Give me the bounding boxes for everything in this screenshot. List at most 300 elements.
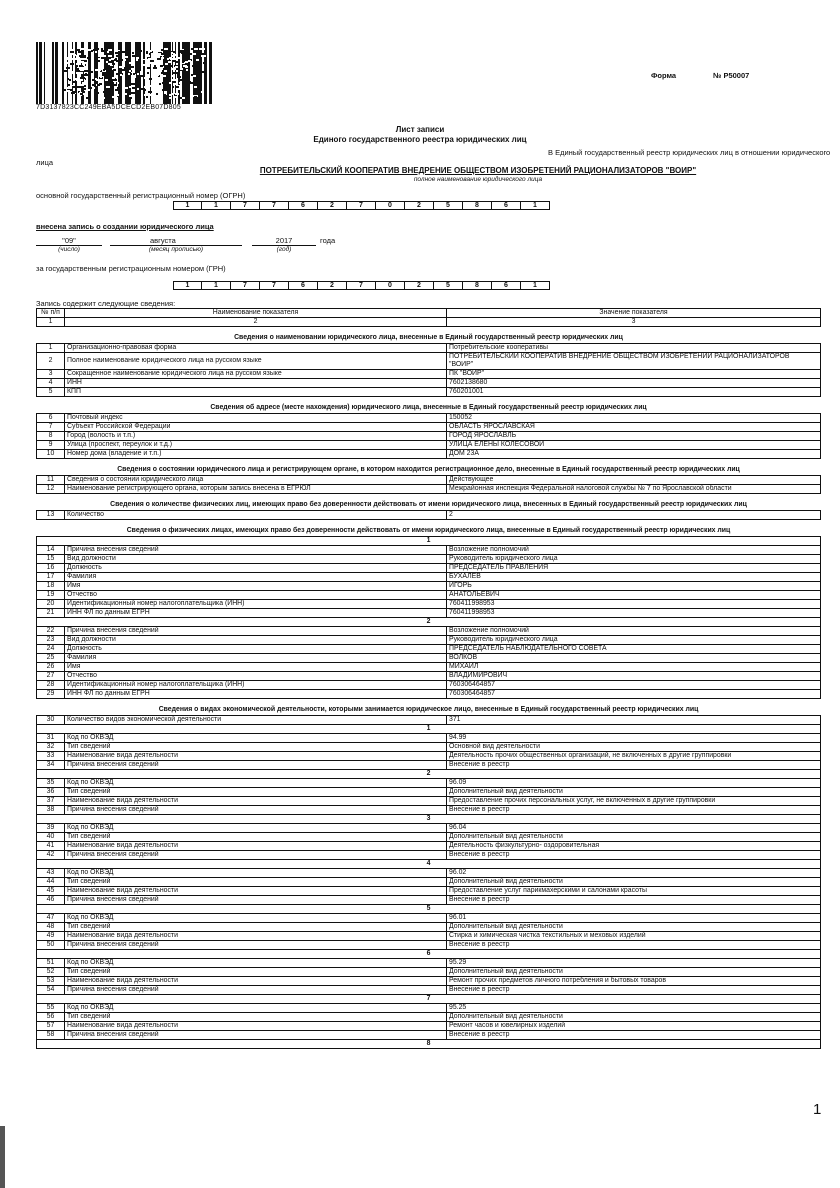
barcode-text: 7D3137823CC249EBA5DCECD2EB07D805 bbox=[36, 104, 181, 111]
table-row bbox=[37, 959, 821, 968]
table-row bbox=[37, 388, 821, 397]
indicator-value: Внесение в реестр bbox=[447, 941, 821, 950]
section-heading: Сведения о физических лицах, имеющих право без доверенности действовать от имени юридического лица, внесенные в Единый государственный реестр юридических лиц bbox=[37, 520, 821, 537]
row-number: 17 bbox=[37, 573, 65, 582]
indicator-value: ПРЕДСЕДАТЕЛЬ НАБЛЮДАТЕЛЬНОГО СОВЕТА bbox=[447, 645, 821, 654]
indicator-name: Наименование регистрирующего органа, которым запись внесена в ЕГРЮЛ bbox=[65, 485, 447, 494]
row-number: 9 bbox=[37, 441, 65, 450]
indicator-value: 760306464857 bbox=[447, 681, 821, 690]
indicator-name: Код по ОКВЭД bbox=[65, 869, 447, 878]
table-row bbox=[37, 432, 821, 441]
table-row bbox=[37, 842, 821, 851]
table-row bbox=[37, 851, 821, 860]
indicator-value: ПОТРЕБИТЕЛЬСКИЙ КООПЕРАТИВ ВНЕДРЕНИЕ ОБЩЕСТВОМ ИЗОБРЕТЕНИЙ РАЦИОНАЛИЗАТОРОВ bbox=[449, 353, 790, 360]
indicator-name: Код по ОКВЭД bbox=[65, 734, 447, 743]
table-row bbox=[37, 627, 821, 636]
indicator-value: Внесение в реестр bbox=[447, 806, 821, 815]
intro-text: В Единый государственный реестр юридических лиц в отношении юридического bbox=[548, 148, 831, 157]
indicator-name: Отчество bbox=[65, 591, 447, 600]
row-number: 40 bbox=[37, 833, 65, 842]
grn-label: за государственным регистрационным номером (ГРН) bbox=[36, 264, 226, 273]
sheet-title-line2: Единого государственного реестра юридических лиц bbox=[313, 135, 527, 144]
indicator-value: Дополнительный вид деятельности bbox=[447, 1013, 821, 1022]
section-heading-row bbox=[37, 327, 821, 344]
grn-digit: 2 bbox=[318, 281, 347, 290]
row-number: 4 bbox=[37, 379, 65, 388]
table-row bbox=[37, 779, 821, 788]
table-row bbox=[37, 344, 821, 353]
indicator-name: Идентификационный номер налогоплательщика (ИНН) bbox=[65, 681, 447, 690]
header-col-1: 1 bbox=[37, 318, 65, 327]
table-row bbox=[37, 645, 821, 654]
indicator-value: Дополнительный вид деятельности bbox=[447, 788, 821, 797]
row-number: 46 bbox=[37, 896, 65, 905]
table-row bbox=[37, 752, 821, 761]
grn-digit: 7 bbox=[260, 281, 289, 290]
table-row bbox=[37, 663, 821, 672]
indicator-name: Причина внесения сведений bbox=[65, 941, 447, 950]
indicator-value: 96.09 bbox=[447, 779, 821, 788]
table-row bbox=[37, 485, 821, 494]
created-label: внесена запись о создании юридического лица bbox=[36, 222, 214, 231]
indicator-name: Почтовый индекс bbox=[65, 414, 447, 423]
table-header-numbers-row bbox=[37, 318, 821, 327]
page-number: 1 bbox=[813, 1101, 822, 1118]
row-number: 43 bbox=[37, 869, 65, 878]
register-table-body bbox=[37, 309, 821, 1049]
indicator-value: Внесение в реестр bbox=[447, 986, 821, 995]
subgroup-row bbox=[37, 815, 821, 824]
row-number: 45 bbox=[37, 887, 65, 896]
table-row bbox=[37, 441, 821, 450]
indicator-value: ПК "ВОИР" bbox=[447, 370, 821, 379]
row-number: 41 bbox=[37, 842, 65, 851]
table-row bbox=[37, 788, 821, 797]
ogrn-digit: 8 bbox=[463, 201, 492, 210]
row-number: 38 bbox=[37, 806, 65, 815]
row-number: 16 bbox=[37, 564, 65, 573]
ogrn-digit: 6 bbox=[492, 201, 521, 210]
section-heading: Сведения о состоянии юридического лица и регистрирующем органе, в котором находится регистрационное дело, внесенные в Единый государственный реестр юридических лиц bbox=[37, 459, 821, 476]
row-number: 54 bbox=[37, 986, 65, 995]
grn-boxes bbox=[173, 281, 550, 290]
indicator-name: Тип сведений bbox=[65, 788, 447, 797]
section-heading: Сведения об адресе (месте нахождения) юридического лица, внесенные в Единый государственный реестр юридических лиц bbox=[37, 397, 821, 414]
row-number: 12 bbox=[37, 485, 65, 494]
table-row bbox=[37, 690, 821, 699]
table-row bbox=[37, 450, 821, 459]
indicator-value: Деятельность физкультурно- оздоровительная bbox=[447, 842, 821, 851]
table-row bbox=[37, 582, 821, 591]
table-row bbox=[37, 379, 821, 388]
indicator-value: ПРЕДСЕДАТЕЛЬ ПРАВЛЕНИЯ bbox=[447, 564, 821, 573]
ogrn-digit: 7 bbox=[231, 201, 260, 210]
intro-text-continued: лица bbox=[36, 158, 54, 167]
section-heading-row bbox=[37, 494, 821, 511]
row-number: 53 bbox=[37, 977, 65, 986]
indicator-name: Номер дома (владение и т.п.) bbox=[65, 450, 447, 459]
indicator-name: Тип сведений bbox=[65, 878, 447, 887]
table-row bbox=[37, 923, 821, 932]
form-label: Форма bbox=[651, 71, 677, 80]
row-number: 8 bbox=[37, 432, 65, 441]
section-heading-row bbox=[37, 520, 821, 537]
subgroup-number: 1 bbox=[37, 537, 821, 546]
table-row bbox=[37, 546, 821, 555]
indicator-name: Сведения о состоянии юридического лица bbox=[65, 476, 447, 485]
table-row bbox=[37, 878, 821, 887]
indicator-value: Деятельность прочих общественных организаций, не включенных в другие группировки bbox=[447, 752, 821, 761]
table-row bbox=[37, 353, 821, 370]
indicator-name: Наименование вида деятельности bbox=[65, 977, 447, 986]
section-heading: Сведения о видах экономической деятельности, которыми занимается юридическое лицо, внесенные в Единый государственный реестр юридических лиц bbox=[37, 699, 821, 716]
indicator-name: Наименование вида деятельности bbox=[65, 887, 447, 896]
indicator-value: АНАТОЛЬЕВИЧ bbox=[447, 591, 821, 600]
indicator-name: Фамилия bbox=[65, 573, 447, 582]
table-row bbox=[37, 869, 821, 878]
org-name-caption: полное наименование юридического лица bbox=[413, 176, 543, 183]
subgroup-number: 8 bbox=[37, 1040, 821, 1049]
table-row bbox=[37, 1031, 821, 1040]
table-row bbox=[37, 636, 821, 645]
indicator-name: Отчество bbox=[65, 672, 447, 681]
row-number: 24 bbox=[37, 645, 65, 654]
indicator-value: 95.29 bbox=[447, 959, 821, 968]
indicator-value: ВЛАДИМИРОВИЧ bbox=[447, 672, 821, 681]
subgroup-number: 2 bbox=[37, 770, 821, 779]
row-number: 2 bbox=[37, 353, 65, 370]
indicator-name: Тип сведений bbox=[65, 923, 447, 932]
table-row bbox=[37, 743, 821, 752]
table-row bbox=[37, 941, 821, 950]
table-row bbox=[37, 609, 821, 618]
indicator-value: Стирка и химическая чистка текстильных и меховых изделий bbox=[447, 932, 821, 941]
row-number: 47 bbox=[37, 914, 65, 923]
indicator-name: Наименование вида деятельности bbox=[65, 797, 447, 806]
grn-digit: 1 bbox=[173, 281, 202, 290]
subgroup-row bbox=[37, 905, 821, 914]
table-row bbox=[37, 591, 821, 600]
row-number: 14 bbox=[37, 546, 65, 555]
date-year: 2017 bbox=[252, 236, 316, 246]
date-day: "09" bbox=[36, 236, 102, 246]
form-number: № Р50007 bbox=[713, 71, 750, 80]
indicator-value: Внесение в реестр bbox=[447, 851, 821, 860]
header-col-3: 3 bbox=[447, 318, 821, 327]
row-number: 42 bbox=[37, 851, 65, 860]
ogrn-digit: 7 bbox=[260, 201, 289, 210]
row-number: 58 bbox=[37, 1031, 65, 1040]
section-heading-row bbox=[37, 397, 821, 414]
indicator-name: Наименование вида деятельности bbox=[65, 932, 447, 941]
ogrn-digit: 6 bbox=[289, 201, 318, 210]
indicator-value: Действующее bbox=[447, 476, 821, 485]
row-number: 10 bbox=[37, 450, 65, 459]
org-full-name: ПОТРЕБИТЕЛЬСКИЙ КООПЕРАТИВ ВНЕДРЕНИЕ ОБЩЕСТВОМ ИЗОБРЕТЕНИЙ РАЦИОНАЛИЗАТОРОВ "ВОИР" bbox=[259, 166, 697, 175]
indicator-name: ИНН ФЛ по данным ЕГРН bbox=[65, 609, 447, 618]
indicator-name: Должность bbox=[65, 645, 447, 654]
indicator-value: Предоставление услуг парикмахерскими и салонами красоты bbox=[447, 887, 821, 896]
ogrn-digit: 2 bbox=[405, 201, 434, 210]
subgroup-row bbox=[37, 860, 821, 869]
grn-digit: 6 bbox=[492, 281, 521, 290]
row-number: 1 bbox=[37, 344, 65, 353]
indicator-name: КПП bbox=[65, 388, 447, 397]
indicator-name: Причина внесения сведений bbox=[65, 1031, 447, 1040]
indicator-name: Фамилия bbox=[65, 654, 447, 663]
subgroup-row bbox=[37, 537, 821, 546]
table-row bbox=[37, 573, 821, 582]
grn-digit: 5 bbox=[434, 281, 463, 290]
table-row bbox=[37, 977, 821, 986]
indicator-value: 2 bbox=[447, 511, 821, 520]
indicator-name: Причина внесения сведений bbox=[65, 806, 447, 815]
register-table bbox=[36, 308, 821, 1049]
table-row bbox=[37, 896, 821, 905]
table-row bbox=[37, 806, 821, 815]
sheet-title-line1: Лист записи bbox=[395, 125, 445, 134]
date-year-caption: (год) bbox=[276, 246, 292, 253]
table-row bbox=[37, 1022, 821, 1031]
table-row bbox=[37, 761, 821, 770]
indicator-value: Внесение в реестр bbox=[447, 896, 821, 905]
header-indicator-name: Наименование показателя bbox=[65, 309, 447, 318]
indicator-value: Руководитель юридического лица bbox=[447, 555, 821, 564]
indicator-name: Должность bbox=[65, 564, 447, 573]
table-row bbox=[37, 716, 821, 725]
row-number: 23 bbox=[37, 636, 65, 645]
indicator-value: ДОМ 23А bbox=[447, 450, 821, 459]
row-number: 21 bbox=[37, 609, 65, 618]
indicator-value: Ремонт часов и ювелирных изделий bbox=[447, 1022, 821, 1031]
indicator-name: Причина внесения сведений bbox=[65, 546, 447, 555]
row-number: 22 bbox=[37, 627, 65, 636]
table-row bbox=[37, 555, 821, 564]
subgroup-row bbox=[37, 618, 821, 627]
indicator-name: ИНН bbox=[65, 379, 447, 388]
grn-digit: 7 bbox=[231, 281, 260, 290]
indicator-name: Код по ОКВЭД bbox=[65, 1004, 447, 1013]
row-number: 32 bbox=[37, 743, 65, 752]
indicator-name: Идентификационный номер налогоплательщика (ИНН) bbox=[65, 600, 447, 609]
section-heading: Сведения о наименовании юридического лица, внесенные в Единый государственный реестр юридических лиц bbox=[37, 327, 821, 344]
table-row bbox=[37, 511, 821, 520]
indicator-value: Дополнительный вид деятельности bbox=[447, 833, 821, 842]
indicator-name: Организационно-правовая форма bbox=[65, 344, 447, 353]
date-month-caption: (месяц прописью) bbox=[148, 246, 204, 253]
row-number: 18 bbox=[37, 582, 65, 591]
row-number: 31 bbox=[37, 734, 65, 743]
indicator-name: Сокращенное наименование юридического лица на русском языке bbox=[65, 370, 447, 379]
row-number: 48 bbox=[37, 923, 65, 932]
indicator-value: Ремонт прочих предметов личного потребления и бытовых товаров bbox=[447, 977, 821, 986]
indicator-value: Предоставление прочих персональных услуг, не включенных в другие группировки bbox=[447, 797, 821, 806]
subgroup-row bbox=[37, 725, 821, 734]
section-heading-row bbox=[37, 459, 821, 476]
table-row bbox=[37, 423, 821, 432]
subgroup-number: 5 bbox=[37, 905, 821, 914]
grn-digit: 1 bbox=[521, 281, 550, 290]
indicator-name: Причина внесения сведений bbox=[65, 627, 447, 636]
indicator-value: 760411998953 bbox=[447, 600, 821, 609]
row-number: 50 bbox=[37, 941, 65, 950]
table-row bbox=[37, 1013, 821, 1022]
grn-digit: 8 bbox=[463, 281, 492, 290]
indicator-name: Тип сведений bbox=[65, 1013, 447, 1022]
row-number: 7 bbox=[37, 423, 65, 432]
row-number: 15 bbox=[37, 555, 65, 564]
ogrn-digit: 7 bbox=[347, 201, 376, 210]
indicator-name: Вид должности bbox=[65, 555, 447, 564]
subgroup-row bbox=[37, 1040, 821, 1049]
row-number: 37 bbox=[37, 797, 65, 806]
indicator-value: МИХАИЛ bbox=[447, 663, 821, 672]
table-row bbox=[37, 370, 821, 379]
indicator-name: Имя bbox=[65, 582, 447, 591]
indicator-value: 95.25 bbox=[447, 1004, 821, 1013]
subgroup-number: 7 bbox=[37, 995, 821, 1004]
row-number: 29 bbox=[37, 690, 65, 699]
indicator-name: Имя bbox=[65, 663, 447, 672]
row-number: 26 bbox=[37, 663, 65, 672]
indicator-value: 96.04 bbox=[447, 824, 821, 833]
row-number: 33 bbox=[37, 752, 65, 761]
indicator-name: Причина внесения сведений bbox=[65, 986, 447, 995]
indicator-value-cell bbox=[447, 353, 821, 370]
row-number: 30 bbox=[37, 716, 65, 725]
indicator-value: Дополнительный вид деятельности bbox=[447, 968, 821, 977]
table-row bbox=[37, 932, 821, 941]
subgroup-row bbox=[37, 950, 821, 959]
indicator-value-continued: "ВОИР" bbox=[449, 361, 474, 368]
indicator-value: УЛИЦА ЕЛЕНЫ КОЛЕСОВОЙ bbox=[447, 441, 821, 450]
table-row bbox=[37, 833, 821, 842]
ogrn-digit: 0 bbox=[376, 201, 405, 210]
header-number: № п/п bbox=[37, 309, 65, 318]
row-number: 20 bbox=[37, 600, 65, 609]
indicator-name: Город (волость и т.п.) bbox=[65, 432, 447, 441]
row-number: 56 bbox=[37, 1013, 65, 1022]
indicator-name: Полное наименование юридического лица на русском языке bbox=[65, 353, 447, 370]
subgroup-row bbox=[37, 770, 821, 779]
indicator-name: Код по ОКВЭД bbox=[65, 824, 447, 833]
indicator-value: Потребительские кооперативы bbox=[447, 344, 821, 353]
table-row bbox=[37, 824, 821, 833]
row-number: 28 bbox=[37, 681, 65, 690]
grn-digit: 0 bbox=[376, 281, 405, 290]
scan-edge-mark bbox=[0, 1126, 5, 1188]
row-number: 34 bbox=[37, 761, 65, 770]
table-row bbox=[37, 476, 821, 485]
row-number: 44 bbox=[37, 878, 65, 887]
row-number: 39 bbox=[37, 824, 65, 833]
ogrn-digit: 2 bbox=[318, 201, 347, 210]
row-number: 11 bbox=[37, 476, 65, 485]
header-col-2: 2 bbox=[65, 318, 447, 327]
table-row bbox=[37, 654, 821, 663]
indicator-value: ИГОРЬ bbox=[447, 582, 821, 591]
indicator-name: ИНН ФЛ по данным ЕГРН bbox=[65, 690, 447, 699]
row-number: 55 bbox=[37, 1004, 65, 1013]
indicator-value: ГОРОД ЯРОСЛАВЛЬ bbox=[447, 432, 821, 441]
barcode bbox=[36, 42, 214, 104]
subgroup-number: 1 bbox=[37, 725, 821, 734]
section-heading-row bbox=[37, 699, 821, 716]
indicator-value: ВОЛКОВ bbox=[447, 654, 821, 663]
table-row bbox=[37, 681, 821, 690]
ogrn-boxes bbox=[173, 201, 550, 210]
grn-digit: 6 bbox=[289, 281, 318, 290]
grn-digit: 7 bbox=[347, 281, 376, 290]
indicator-value: 96.02 bbox=[447, 869, 821, 878]
indicator-name: Наименование вида деятельности bbox=[65, 752, 447, 761]
date-month: августа bbox=[110, 236, 242, 246]
row-number: 27 bbox=[37, 672, 65, 681]
table-row bbox=[37, 986, 821, 995]
indicator-value: 94.99 bbox=[447, 734, 821, 743]
indicator-value: Дополнительный вид деятельности bbox=[447, 923, 821, 932]
indicator-value: 371 bbox=[447, 716, 821, 725]
indicator-name: Причина внесения сведений bbox=[65, 896, 447, 905]
table-row bbox=[37, 600, 821, 609]
indicator-name: Улица (проспект, переулок и т.д.) bbox=[65, 441, 447, 450]
ogrn-digit: 1 bbox=[521, 201, 550, 210]
row-number: 36 bbox=[37, 788, 65, 797]
date-suffix: года bbox=[320, 236, 336, 245]
row-number: 52 bbox=[37, 968, 65, 977]
indicator-value: Внесение в реестр bbox=[447, 1031, 821, 1040]
indicator-name: Количество bbox=[65, 511, 447, 520]
indicator-value: Возложение полномочий bbox=[447, 546, 821, 555]
indicator-name: Тип сведений bbox=[65, 833, 447, 842]
indicator-value: 7602138680 bbox=[447, 379, 821, 388]
table-row bbox=[37, 968, 821, 977]
date-day-caption: (число) bbox=[58, 246, 80, 253]
subgroup-number: 3 bbox=[37, 815, 821, 824]
indicator-value: Внесение в реестр bbox=[447, 761, 821, 770]
indicator-name: Причина внесения сведений bbox=[65, 851, 447, 860]
indicator-name: Тип сведений bbox=[65, 968, 447, 977]
indicator-name: Вид должности bbox=[65, 636, 447, 645]
subgroup-number: 2 bbox=[37, 618, 821, 627]
indicator-name: Тип сведений bbox=[65, 743, 447, 752]
indicator-name: Субъект Российской Федерации bbox=[65, 423, 447, 432]
table-row bbox=[37, 414, 821, 423]
row-number: 51 bbox=[37, 959, 65, 968]
grn-digit: 1 bbox=[202, 281, 231, 290]
row-number: 35 bbox=[37, 779, 65, 788]
indicator-value: Дополнительный вид деятельности bbox=[447, 878, 821, 887]
subgroup-row bbox=[37, 995, 821, 1004]
ogrn-digit: 5 bbox=[434, 201, 463, 210]
indicator-value: Руководитель юридического лица bbox=[447, 636, 821, 645]
ogrn-digit: 1 bbox=[202, 201, 231, 210]
row-number: 19 bbox=[37, 591, 65, 600]
table-row bbox=[37, 672, 821, 681]
indicator-name: Количество видов экономической деятельности bbox=[65, 716, 447, 725]
table-row bbox=[37, 914, 821, 923]
subgroup-number: 4 bbox=[37, 860, 821, 869]
indicator-value: 760411998953 bbox=[447, 609, 821, 618]
row-number: 3 bbox=[37, 370, 65, 379]
indicator-value: 150052 bbox=[447, 414, 821, 423]
indicator-name: Код по ОКВЭД bbox=[65, 959, 447, 968]
ogrn-label: основной государственный регистрационный номер (ОГРН) bbox=[36, 191, 246, 200]
table-row bbox=[37, 1004, 821, 1013]
header-indicator-value: Значение показателя bbox=[447, 309, 821, 318]
indicator-name: Наименование вида деятельности bbox=[65, 1022, 447, 1031]
indicator-value: Межрайонная инспекция Федеральной налоговой службы № 7 по Ярославской области bbox=[447, 485, 821, 494]
